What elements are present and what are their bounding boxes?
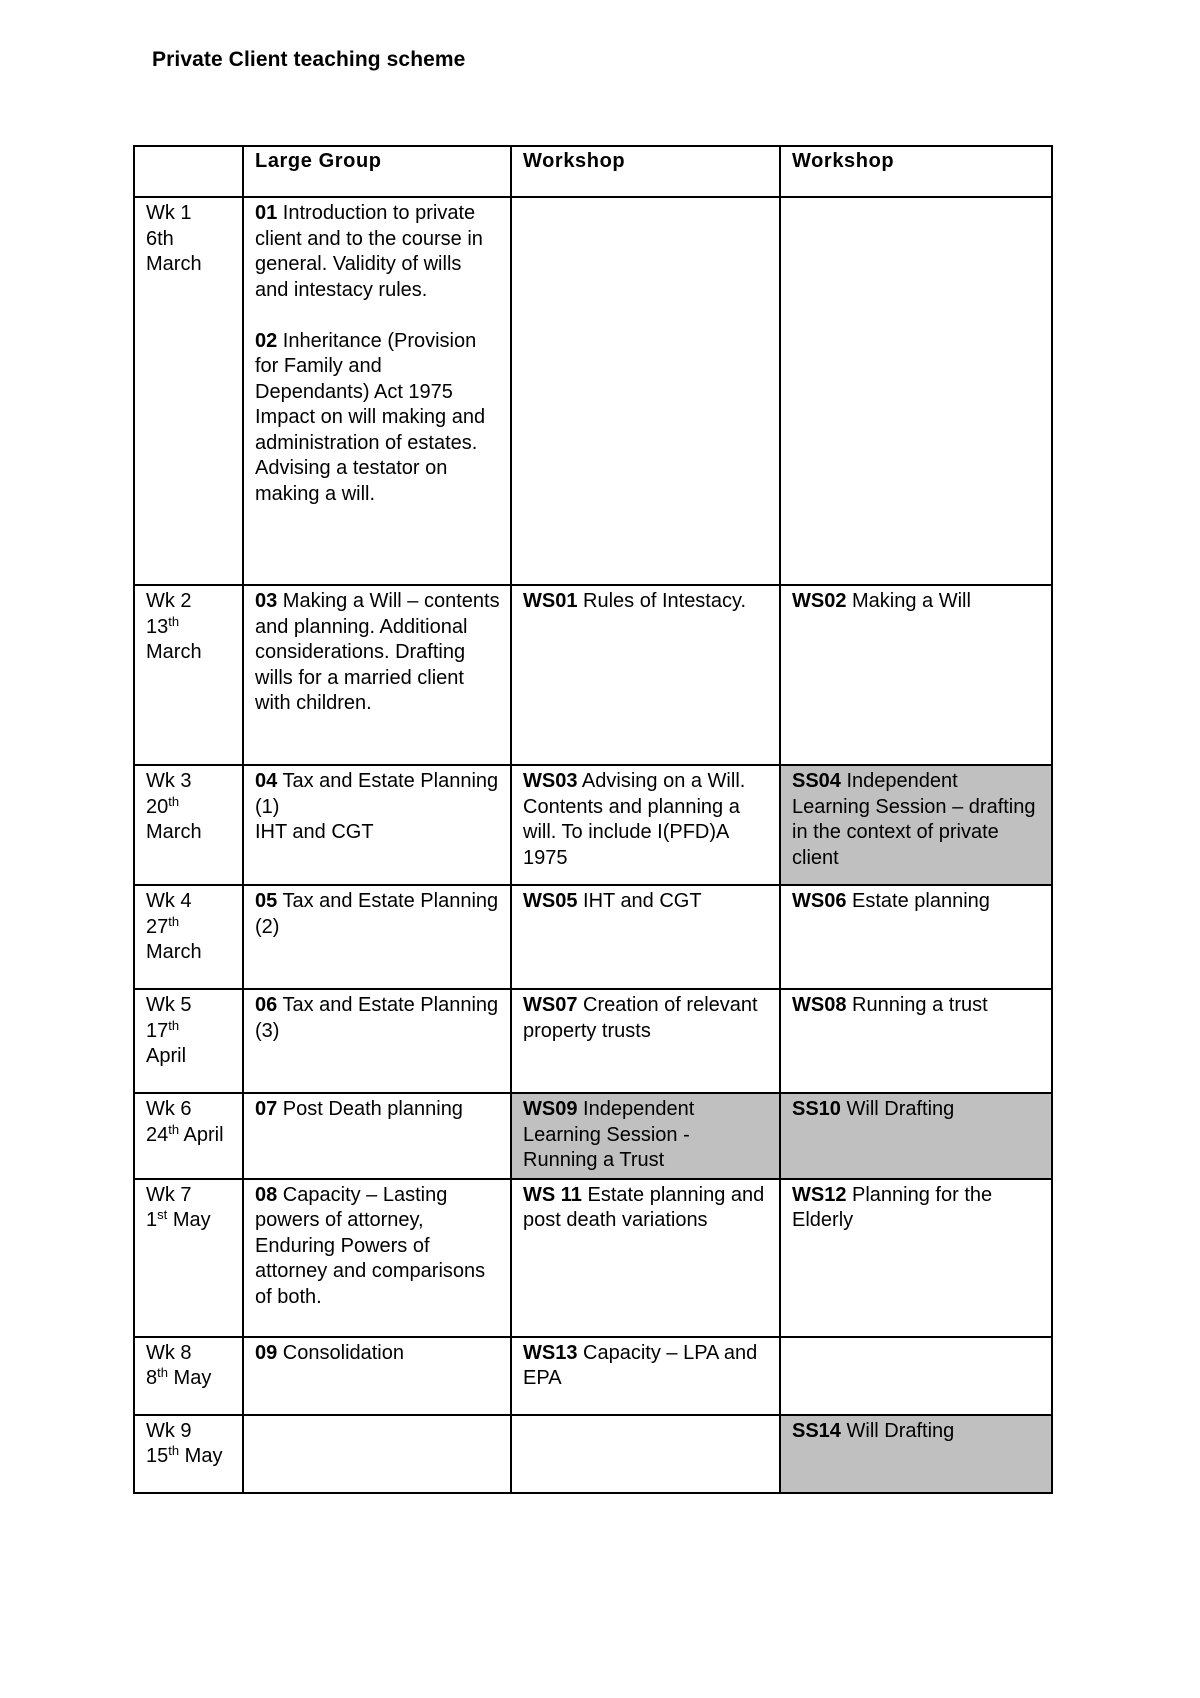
week-cell: [134, 1415, 243, 1493]
session-text: Introduction to private client and to the course in general. Validity of wills and intestacy rules.: [255, 202, 483, 301]
workshop-text: Making a Will: [846, 590, 971, 612]
large-group-paragraph: [255, 1097, 500, 1123]
workshop-2-cell: [780, 585, 1052, 765]
session-text: Capacity – Lasting powers of attorney, Enduring Powers of attorney and comparisons of both.: [255, 1183, 486, 1308]
week-date: [146, 615, 232, 641]
week-month: March: [146, 941, 202, 963]
workshop-1-cell: [511, 1179, 780, 1337]
paragraph-gap: [255, 303, 500, 329]
session-text: Consolidation: [277, 1341, 404, 1364]
week-date: [146, 1444, 232, 1470]
table-row: [134, 1415, 1052, 1493]
workshop-2-cell: [780, 765, 1052, 885]
week-cell: [134, 585, 243, 765]
week-number: Wk 3: [146, 770, 192, 792]
session-code: 03: [255, 590, 278, 612]
week-day: 17: [146, 1019, 169, 1042]
week-date: [146, 1123, 232, 1149]
table-row: [134, 197, 1052, 585]
session-code: 06: [255, 994, 278, 1016]
table-row: [134, 585, 1052, 765]
week-number: Wk 7: [146, 1183, 192, 1206]
session-text: Tax and Estate Planning (2): [255, 890, 499, 938]
large-group-paragraph: [255, 993, 500, 1044]
week-day-suffix: th: [157, 1365, 168, 1380]
workshop-code: WS13: [523, 1341, 578, 1364]
week-date: [146, 227, 232, 253]
table-row: [134, 1337, 1052, 1415]
workshop-text: Will Drafting: [840, 1098, 955, 1120]
week-day: 1: [146, 1209, 158, 1231]
workshop-code: WS07: [523, 994, 578, 1016]
week-day: 8: [146, 1367, 158, 1389]
large-group-cell: [243, 1179, 511, 1337]
session-text: IHT and CGT: [255, 821, 374, 843]
workshop-code: SS14: [792, 1419, 841, 1442]
session-code: 09: [255, 1341, 278, 1364]
week-number: Wk 9: [146, 1419, 192, 1442]
week-month: May: [173, 1367, 212, 1389]
week-date: [146, 915, 232, 941]
workshop-code: WS08: [792, 994, 847, 1016]
large-group-paragraph: [255, 589, 500, 717]
workshop-code: WS 11: [523, 1183, 582, 1206]
week-day-suffix: th: [168, 1017, 180, 1033]
week-date: [146, 1366, 232, 1392]
workshop-code: WS03: [523, 770, 578, 792]
table-row: [134, 885, 1052, 989]
large-group-paragraph: [255, 405, 500, 456]
workshop-1-cell: [511, 765, 780, 885]
week-cell: [134, 989, 243, 1093]
large-group-cell: [243, 197, 511, 585]
week-month: March: [146, 253, 202, 275]
header-large-group: Large Group: [243, 146, 511, 197]
week-cell: [134, 885, 243, 989]
session-code: 02: [255, 329, 278, 352]
week-day-suffix: st: [157, 1207, 168, 1222]
large-group-cell: [243, 1093, 511, 1179]
workshop-text: Capacity – LPA and EPA: [523, 1341, 758, 1389]
session-text: Advising a testator on making a will.: [255, 457, 448, 505]
week-day-suffix: th: [168, 793, 180, 809]
large-group-paragraph: [255, 329, 500, 406]
table-row: [134, 1179, 1052, 1337]
week-month: May: [184, 1445, 223, 1467]
workshop-code: WS12: [792, 1183, 847, 1206]
workshop-2-cell: [780, 885, 1052, 989]
week-day: 6th: [146, 227, 174, 250]
week-date: [146, 1208, 232, 1234]
large-group-paragraph: [255, 769, 500, 820]
week-cell: [134, 765, 243, 885]
table-body: [134, 197, 1052, 1493]
workshop-text: Rules of Intestacy.: [577, 590, 747, 612]
workshop-1-cell: [511, 989, 780, 1093]
week-month: May: [172, 1209, 211, 1231]
week-day-suffix: th: [168, 913, 180, 929]
workshop-text: Creation of relevant property trusts: [523, 994, 758, 1042]
large-group-paragraph: [255, 456, 500, 507]
large-group-cell: [243, 1415, 511, 1493]
large-group-cell: [243, 885, 511, 989]
week-number: Wk 8: [146, 1341, 192, 1364]
teaching-scheme-table: [133, 145, 1053, 1494]
workshop-text: Will Drafting: [840, 1419, 955, 1442]
workshop-2-cell: [780, 197, 1052, 585]
header-week: [134, 146, 243, 197]
week-day: 15: [146, 1445, 169, 1467]
session-text: Tax and Estate Planning (3): [255, 994, 499, 1042]
session-code: 08: [255, 1183, 278, 1206]
week-number: Wk 2: [146, 590, 192, 612]
week-cell: [134, 197, 243, 585]
workshop-text: Planning for the Elderly: [792, 1183, 993, 1231]
header-workshop-2: Workshop: [780, 146, 1052, 197]
week-number: Wk 4: [146, 890, 192, 912]
session-text: Tax and Estate Planning (1): [255, 770, 499, 818]
workshop-1-cell: [511, 1337, 780, 1415]
week-number: Wk 5: [146, 994, 192, 1016]
week-day: 27: [146, 915, 169, 938]
workshop-2-cell: [780, 1337, 1052, 1415]
week-cell: [134, 1093, 243, 1179]
workshop-2-cell: [780, 1179, 1052, 1337]
session-text: Post Death planning: [277, 1098, 463, 1120]
session-text: Inheritance (Provision for Family and Dependants) Act 1975: [255, 329, 477, 403]
session-code: 04: [255, 770, 278, 792]
workshop-1-cell: [511, 1093, 780, 1179]
week-month: April: [146, 1045, 187, 1067]
session-code: 07: [255, 1098, 278, 1120]
workshop-2-cell: [780, 989, 1052, 1093]
header-workshop-1: Workshop: [511, 146, 780, 197]
workshop-code: SS10: [792, 1098, 841, 1120]
workshop-code: WS09: [523, 1098, 578, 1120]
large-group-paragraph: [255, 1183, 500, 1311]
workshop-text: Advising on a Will. Contents and planning a will. To include I(PFD)A 1975: [523, 770, 746, 869]
workshop-code: WS01: [523, 590, 578, 612]
workshop-1-cell: [511, 1415, 780, 1493]
workshop-1-cell: [511, 585, 780, 765]
week-day: 24: [146, 1123, 169, 1146]
workshop-2-cell: [780, 1415, 1052, 1493]
week-day-suffix: th: [168, 1121, 180, 1137]
session-code: 01: [255, 202, 278, 224]
workshop-code: WS06: [792, 890, 847, 912]
week-day-suffix: th: [168, 1443, 180, 1458]
week-month: March: [146, 641, 202, 663]
workshop-code: WS05: [523, 890, 578, 912]
workshop-text: Independent Learning Session - Running a Trust: [523, 1098, 695, 1171]
table-row: [134, 1093, 1052, 1179]
week-cell: [134, 1337, 243, 1415]
header-row: [134, 146, 1052, 197]
large-group-paragraph: [255, 201, 500, 303]
week-date: [146, 795, 232, 821]
table-row: [134, 989, 1052, 1093]
week-day: 20: [146, 795, 169, 818]
large-group-cell: [243, 585, 511, 765]
workshop-text: Estate planning: [846, 890, 990, 912]
week-number: Wk 1: [146, 202, 192, 224]
workshop-text: Independent Learning Session – drafting in the context of private client: [792, 770, 1036, 869]
workshop-1-cell: [511, 197, 780, 585]
workshop-2-cell: [780, 1093, 1052, 1179]
large-group-cell: [243, 765, 511, 885]
large-group-paragraph: [255, 1341, 500, 1367]
workshop-text: IHT and CGT: [577, 890, 702, 912]
large-group-paragraph: [255, 889, 500, 940]
week-day-suffix: th: [168, 613, 180, 629]
page-title: Private Client teaching scheme: [152, 48, 466, 71]
large-group-paragraph: [255, 820, 500, 846]
workshop-1-cell: [511, 885, 780, 989]
table-row: [134, 765, 1052, 885]
week-cell: [134, 1179, 243, 1337]
large-group-cell: [243, 1337, 511, 1415]
session-text: Making a Will – contents and planning. Additional considerations. Drafting wills for a married client with children.: [255, 590, 500, 714]
workshop-text: Running a trust: [846, 994, 988, 1016]
week-number: Wk 6: [146, 1098, 192, 1120]
workshop-text: Estate planning and post death variations: [523, 1183, 765, 1231]
large-group-cell: [243, 989, 511, 1093]
workshop-code: SS04: [792, 770, 841, 792]
week-month: March: [146, 821, 202, 843]
session-text: Impact on will making and administration of estates.: [255, 406, 486, 454]
week-day: 13: [146, 615, 169, 638]
session-code: 05: [255, 890, 278, 912]
workshop-code: WS02: [792, 590, 847, 612]
week-date: [146, 1019, 232, 1045]
week-month: April: [183, 1123, 224, 1146]
